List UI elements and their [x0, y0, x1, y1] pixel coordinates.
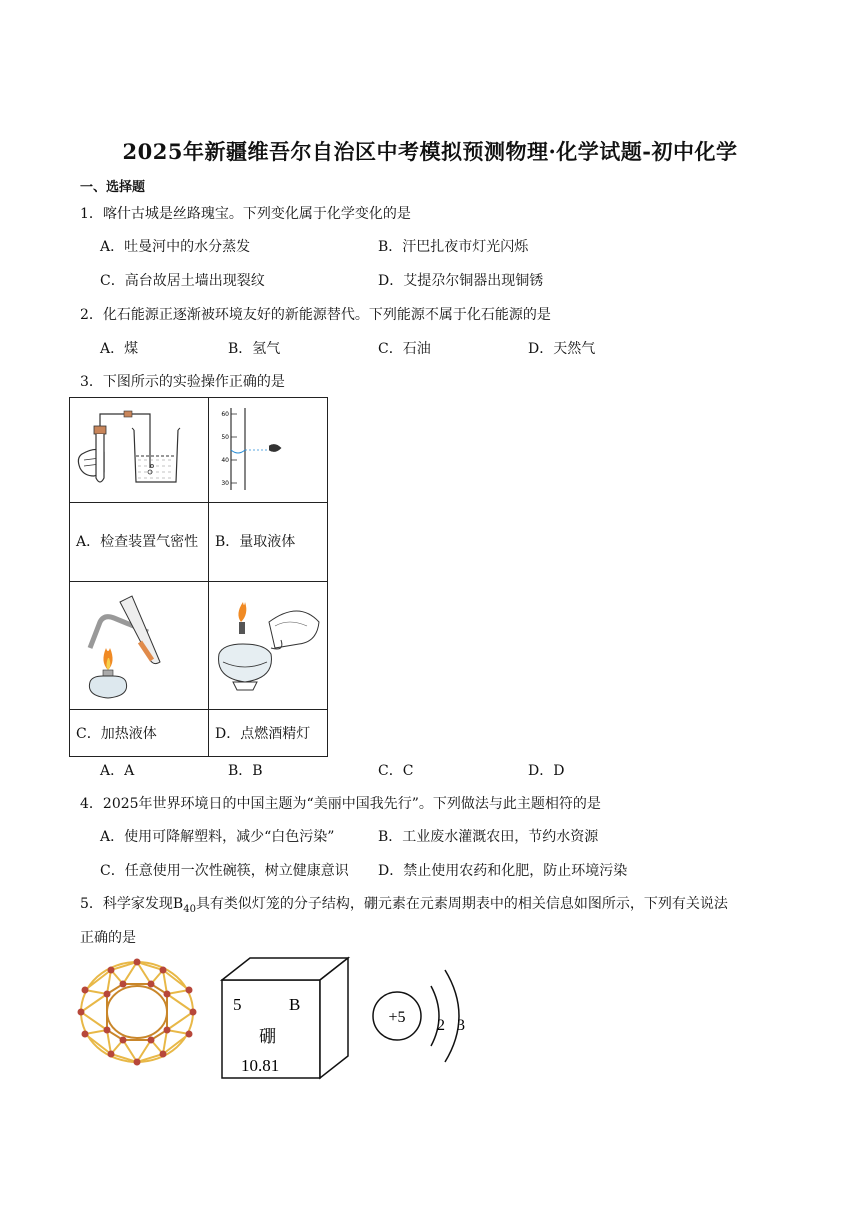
- tick-label: 30: [221, 480, 229, 487]
- airtightness-check-figure: [70, 398, 208, 498]
- cell-label-b: [209, 503, 328, 582]
- question-4-option-c: C．任意使用一次性碗筷，树立健康意识: [100, 863, 349, 879]
- question-2-option-d: D．天然气: [528, 341, 596, 357]
- experiment-table: [69, 397, 328, 757]
- tick-label: 60: [221, 411, 229, 418]
- question-1-option-c: C．高台故居土墙出现裂纹: [100, 273, 265, 289]
- heating-liquid-figure: [70, 582, 208, 705]
- atomic-mass: 10.81: [241, 1056, 280, 1075]
- label-a-text: A．检查装置气密性: [76, 534, 199, 550]
- cell-image-d: [209, 582, 328, 710]
- shell-1-electrons: 2: [437, 1017, 445, 1034]
- cell-label-a: [70, 503, 209, 582]
- cell-label-c: [70, 710, 209, 757]
- element-symbol: B: [289, 995, 301, 1014]
- question-5-figure: [75, 950, 495, 1085]
- question-5-stem: [80, 893, 728, 915]
- question-3-option-d: D．D: [528, 763, 565, 779]
- tick-label: 50: [221, 434, 229, 441]
- question-1-option-b: B．汗巴扎夜市灯光闪烁: [378, 239, 529, 255]
- question-2-option-b: B．氢气: [228, 341, 281, 357]
- lighting-lamp-figure: [209, 582, 327, 705]
- tick-label: 40: [221, 457, 229, 464]
- question-1-option-a: A．吐曼河中的水分蒸发: [100, 239, 251, 255]
- b40-molecule-figure: [81, 962, 193, 1062]
- question-5-stem-line2: 正确的是: [80, 930, 136, 946]
- question-2-stem: 2．化石能源正逐渐被环境友好的新能源替代。下列能源不属于化石能源的是: [80, 307, 551, 323]
- question-1-option-d: D．艾提尕尔铜器出现铜锈: [378, 273, 544, 289]
- b40-atoms: [78, 959, 197, 1066]
- question-3-option-b: B．B: [228, 763, 263, 779]
- cell-image-c: [70, 582, 209, 710]
- cell-image-a: [70, 398, 209, 503]
- cell-image-b: [209, 398, 328, 503]
- cell-label-d: [209, 710, 328, 757]
- question-4-option-d: D．禁止使用农药和化肥，防止环境污染: [378, 863, 628, 879]
- document-title: 2025年新疆维吾尔自治区中考模拟预测物理·化学试题-初中化学: [122, 139, 738, 164]
- eye-icon: [269, 444, 281, 451]
- question-4-stem: 4．2025年世界环境日的中国主题为“美丽中国我先行”。下列做法与此主题相符的是: [80, 796, 601, 812]
- element-cell: [222, 958, 348, 1078]
- q5-stem-pre: 5．科学家发现B: [80, 896, 184, 912]
- section-heading: 一、选择题: [80, 180, 146, 195]
- question-1-stem: 1．喀什古城是丝路瑰宝。下列变化属于化学变化的是: [80, 206, 411, 222]
- atomic-number: 5: [233, 995, 242, 1014]
- question-2-option-a: A．煤: [100, 341, 139, 357]
- element-name: 硼: [259, 1027, 276, 1047]
- label-b-text: B．量取液体: [215, 534, 296, 550]
- question-4-option-b: B．工业废水灌溉农田，节约水资源: [378, 829, 599, 845]
- q5-stem-post: 具有类似灯笼的分子结构，硼元素在元素周期表中的相关信息如图所示，下列有关说法: [195, 896, 728, 912]
- label-d-text: D．点燃酒精灯: [215, 726, 311, 742]
- question-4-option-a: A．使用可降解塑料，减少“白色污染”: [100, 829, 335, 845]
- question-2-option-c: C．石油: [378, 341, 431, 357]
- atom-structure-diagram: [373, 970, 465, 1062]
- question-3-option-c: C．C: [378, 763, 414, 779]
- nucleus-charge: +5: [388, 1009, 406, 1026]
- shell-2-electrons: 3: [457, 1017, 465, 1034]
- question-3-stem: 3．下图所示的实验操作正确的是: [80, 374, 285, 390]
- graduated-cylinder-figure: [209, 398, 327, 498]
- question-3-option-a: A．A: [100, 763, 135, 779]
- label-c-text: C．加热液体: [76, 726, 157, 742]
- q5-stem-sub: 40: [183, 903, 196, 915]
